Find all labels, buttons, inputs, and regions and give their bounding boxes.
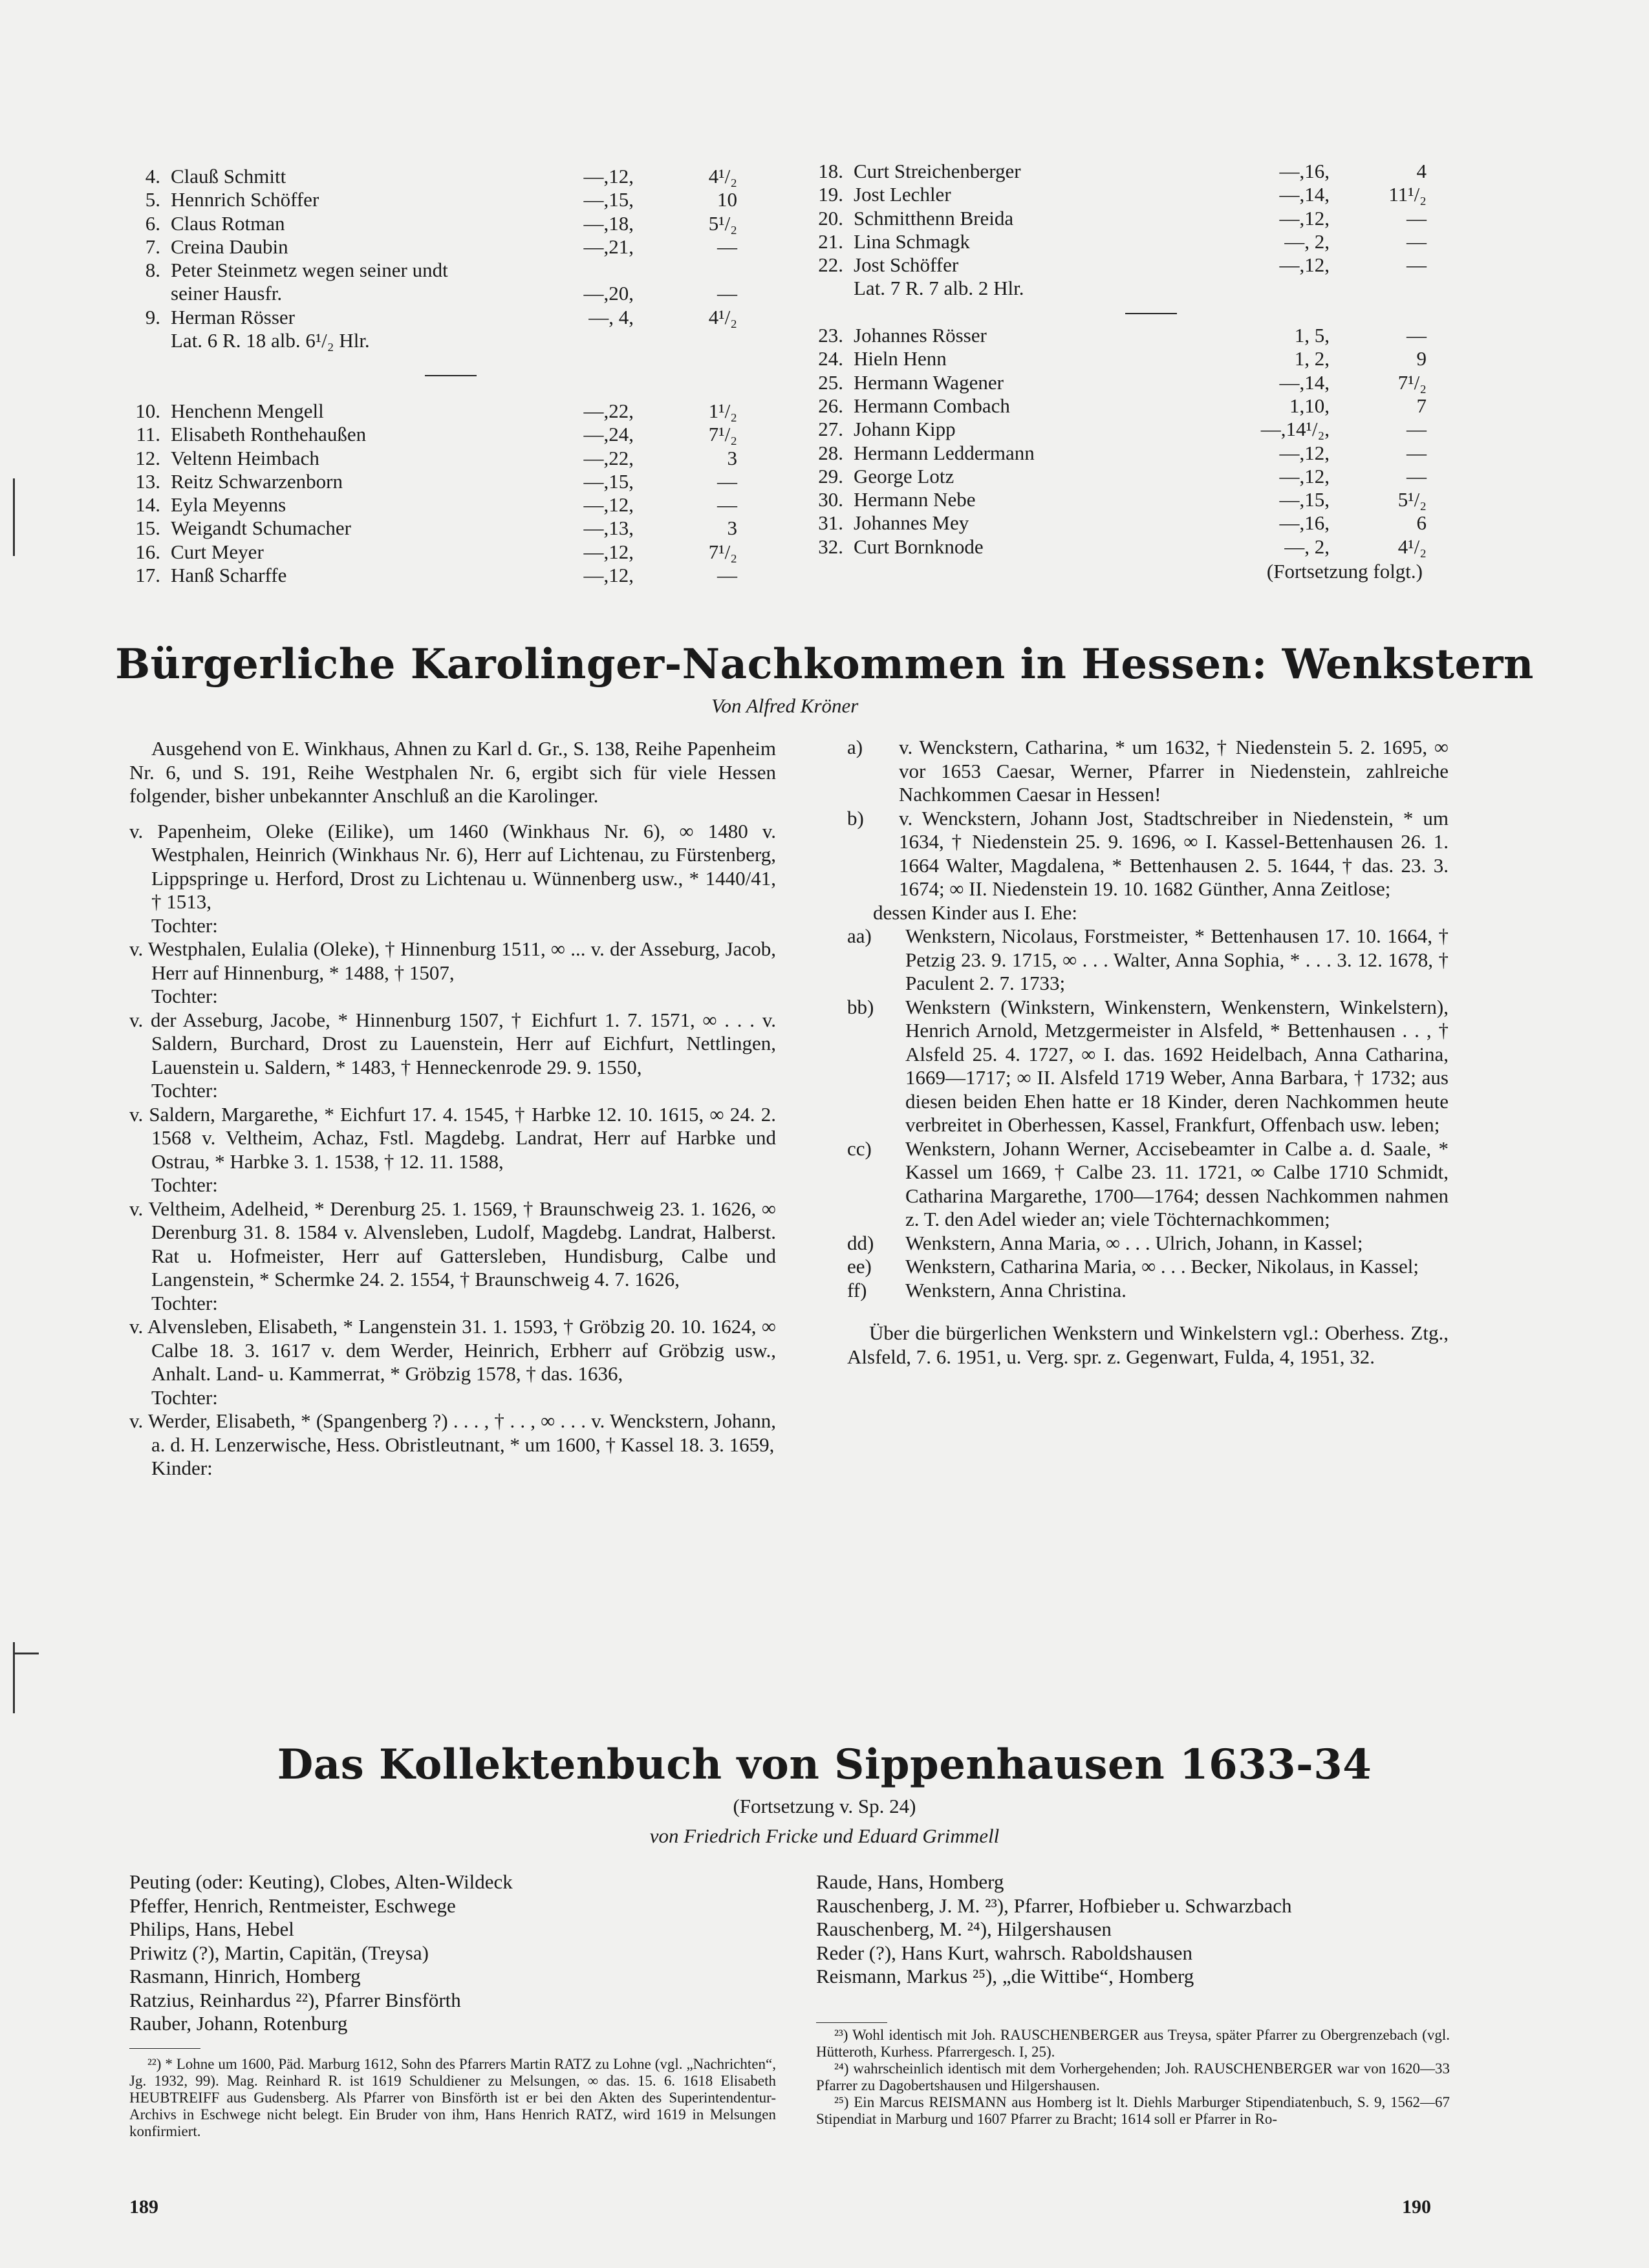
entry-number: 25. <box>818 370 843 394</box>
ledger-row <box>129 306 763 329</box>
entry-name: Curt Meyer <box>171 540 264 563</box>
entry-text: Wenkstern, Anna Maria, ∞ . . . Ulrich, Johann, in Kassel; <box>905 1231 1363 1254</box>
entry-label: bb) <box>847 995 874 1018</box>
ledger-row <box>812 230 1446 253</box>
descent-label: Tochter: <box>151 1291 218 1314</box>
amount-value: 7 <box>1416 394 1427 417</box>
paragraph-gap <box>847 1302 1449 1321</box>
entry-name: Lat. 6 R. 18 alb. 6¹/₂ Hlr. <box>171 329 370 352</box>
entry-name: Curt Bornknode <box>854 535 984 558</box>
ledger-row <box>812 488 1446 511</box>
amount-value: —,12, <box>1279 441 1330 464</box>
genealogy-entry: v. der Asseburg, Jacobe, * Hinnenburg 1507, † Eichfurt 1. 7. 1571, ∞ . . . v. Saldern, Burchard, Drost zu Lauenstein, Herr auf Eichfurt, Nettlingen, Lauenstein u. Saldern, * 1483, † Henneckenrode 29. 9. 1550, <box>129 1008 776 1078</box>
donor-entry: Priwitz (?), Martin, Capitän, (Treysa) <box>129 1941 429 1964</box>
entry-label: ee) <box>847 1255 872 1278</box>
entry-name: Hermann Combach <box>854 394 1010 417</box>
entry-number: 17. <box>135 564 160 587</box>
entry-name: Hermann Leddermann <box>854 441 1035 464</box>
entry-text: v. Wenckstern, Catharina, * um 1632, † Niedenstein 5. 2. 1695, ∞ vor 1653 Caesar, Werner, Pfarrer in Niedenstein, zahlreiche Nachkommen Caesar in Hessen! <box>899 736 1449 806</box>
article2-byline: von Friedrich Fricke und Eduard Grimmell <box>649 1824 1000 1847</box>
descent-label: Tochter: <box>151 1385 218 1409</box>
entry-number: 6. <box>145 211 160 235</box>
article2-continuation: (Fortsetzung v. Sp. 24) <box>733 1795 916 1817</box>
entry-name: Johann Kipp <box>854 418 956 441</box>
entry-number: 29. <box>818 464 843 487</box>
amount-value: —,22, <box>583 399 634 422</box>
donor-entry: Pfeffer, Henrich, Rentmeister, Eschwege <box>129 1894 456 1917</box>
amount-value: 3 <box>727 517 737 540</box>
ledger-row <box>129 259 763 282</box>
scan-mark-1 <box>13 478 15 556</box>
article1-right-column <box>847 736 1449 1369</box>
amount-value: —,12, <box>1279 464 1330 487</box>
scan-mark-3 <box>13 1653 39 1654</box>
entry-number: 12. <box>135 446 160 469</box>
entry-label: a) <box>847 736 863 758</box>
entry-label: dd) <box>847 1231 874 1254</box>
amount-value: —,14, <box>1279 370 1330 394</box>
amount-value: —,14, <box>1279 183 1330 206</box>
article2-right-column <box>816 1870 1450 1989</box>
ledger-row <box>129 329 763 352</box>
entry-name: Lina Schmagk <box>854 230 970 253</box>
amount-value: 10 <box>717 188 737 211</box>
amount-value: 1¹/₂ <box>708 399 737 422</box>
amount-value: — <box>717 564 737 587</box>
entry-name: Veltenn Heimbach <box>171 446 319 469</box>
amount-value: 7¹/₂ <box>1397 370 1427 394</box>
left-list-divider <box>425 375 477 376</box>
amount-value: 1, 5, <box>1294 324 1330 347</box>
entry-number: 19. <box>818 183 843 206</box>
article1-byline: Von Alfred Kröner <box>711 694 859 717</box>
page-number-left: 189 <box>129 2196 158 2218</box>
entry-number: 10. <box>135 399 160 422</box>
amount-value: —,12, <box>583 165 634 187</box>
amount-value: 6 <box>1416 511 1427 535</box>
descent-label: Tochter: <box>151 914 218 937</box>
entry-number: 30. <box>818 488 843 511</box>
entry-name: Claus Rotman <box>171 211 285 235</box>
ledger-row <box>812 160 1446 183</box>
entry-name: Jost Schöffer <box>854 253 959 277</box>
child-entry <box>847 1232 1449 1256</box>
amount-value: 7¹/₂ <box>708 540 737 563</box>
ledger-row <box>812 511 1446 535</box>
entry-text: v. Wenckstern, Johann Jost, Stadtschreiber in Niedenstein, * um 1634, † Niedenstein 25. 9. 1696, ∞ I. Kassel-Bettenhausen 26. 1. 1664 Walter, Magdalena, * Bettenhausen 2. 5. 1644, † das. 23. 3. 1674; ∞ II. Niedenstein 19. 10. 1682 Günther, Anna Zeitlose; <box>899 806 1449 900</box>
amount-value: 1,10, <box>1289 394 1330 417</box>
top-list-right <box>812 160 1446 559</box>
genealogy-entry: v. Alvensleben, Elisabeth, * Langenstein 31. 1. 1593, † Gröbzig 20. 10. 1624, ∞ Calbe 18. 3. 1617 v. dem Werder, Heinrich, Erbherr auf Gröbzig usw., Anhalt. Land- u. Kammerrat, * Gröbzig 1578, † das. 1636, <box>129 1315 776 1385</box>
ledger-row <box>129 517 763 540</box>
genealogy-entry: v. Papenheim, Oleke (Eilike), um 1460 (Winkhaus Nr. 6), ∞ 1480 v. Westphalen, Heinrich (Winkhaus Nr. 6), Herr auf Lichtenau, zu Fürstenberg, Lippspringe u. Herford, Drost zu Lichtenau u. Wünnenberg usw., * 1440/41, † 1513, <box>129 819 776 913</box>
children-heading: dessen Kinder aus I. Ehe: <box>873 901 1077 924</box>
footnote: ²⁵) Ein Marcus REISMANN aus Homberg ist lt. Diehls Marburger Stipendiatenbuch, S. 9, 1562—67 Stipendiat in Marburg und 1607 Pfarrer zu Bracht; 1614 soll er Pfarrer in Ro- <box>816 2094 1450 2127</box>
entry-name: seiner Hausfr. <box>171 282 283 305</box>
ledger-row <box>812 535 1446 559</box>
page-number-right: 190 <box>1402 2196 1431 2218</box>
entry-number: 16. <box>135 540 160 563</box>
ledger-row <box>129 423 763 446</box>
entry-number: 7. <box>145 235 160 258</box>
entry-number: 31. <box>818 511 843 535</box>
entry-name: Reitz Schwarzenborn <box>171 469 343 493</box>
child-entry <box>847 807 1449 901</box>
amount-value: —,14¹/₂, <box>1260 418 1330 441</box>
amount-value: —,20, <box>583 282 634 305</box>
descent-label: Tochter: <box>151 1173 218 1196</box>
donor-entry: Reder (?), Hans Kurt, wahrsch. Raboldshausen <box>816 1941 1192 1964</box>
donor-entry: Peuting (oder: Keuting), Clobes, Alten-Wildeck <box>129 1870 513 1893</box>
amount-value: —,22, <box>583 446 634 469</box>
donor-entry: Ratzius, Reinhardus ²²), Pfarrer Binsförth <box>129 1988 461 2011</box>
entry-text: Wenkstern (Winkstern, Winkenstern, Wenkenstern, Winkelstern), Henrich Arnold, Metzgermeister in Alsfeld, * Bettenhausen . . , † Alsfeld 25. 4. 1727, ∞ I. das. 1692 Heidelbach, Anna Catharina, 1669—1717; ∞ II. Alsfeld 1719 Weber, Anna Barbara, † 1732; aus diesen beiden Ehen hatte er 18 Kinder, deren Nachkommen heute verbreitet in Oberhessen, Kassel, Frankfurt, Offenbach usw. leben; <box>905 995 1449 1136</box>
ledger-row <box>812 371 1446 394</box>
donor-entry: Rasmann, Hinrich, Homberg <box>129 1965 361 1987</box>
amount-value: 5¹/₂ <box>1397 488 1427 511</box>
amount-value: —,21, <box>583 235 634 258</box>
footnote: ²³) Wohl identisch mit Joh. RAUSCHENBERGER aus Treysa, später Pfarrer zu Obergrenzebach (vgl. Hütteroth, Kurhess. Pfarrergesch. I, 25). <box>816 2027 1450 2060</box>
ledger-row <box>812 183 1446 206</box>
footnotes-right <box>816 2027 1450 2128</box>
entry-label: ff) <box>847 1278 867 1301</box>
donor-entry: Rauber, Johann, Rotenburg <box>129 2012 348 2035</box>
amount-value: — <box>1406 230 1427 253</box>
entry-number: 23. <box>818 324 843 347</box>
ledger-row <box>129 235 763 259</box>
right-list-divider <box>1125 313 1177 314</box>
entry-number: 28. <box>818 441 843 464</box>
entry-name: Peter Steinmetz wegen seiner undt <box>171 259 448 282</box>
entry-name: George Lotz <box>854 464 954 487</box>
entry-number: 26. <box>818 394 843 417</box>
ledger-row <box>129 165 763 188</box>
entry-name: Johannes Rösser <box>854 324 987 347</box>
continued-note: (Fortsetzung folgt.) <box>1266 560 1423 583</box>
ledger-row <box>129 212 763 235</box>
amount-value: — <box>717 235 737 258</box>
entry-name: Hennrich Schöffer <box>171 188 319 211</box>
amount-value: —,12, <box>583 540 634 563</box>
genealogy-entry: v. Veltheim, Adelheid, * Derenburg 25. 1. 1569, † Braunschweig 23. 1. 1626, ∞ Derenburg 31. 8. 1584 v. Alvensleben, Ludolf, Magdebg. Landrat, Halberst. Rat u. Hofmeister, Herr auf Gattersleben, Hundisburg, Calbe und Langenstein, * Schermke 24. 2. 1554, † Braunschweig 4. 7. 1626, <box>129 1197 776 1290</box>
amount-value: — <box>717 282 737 305</box>
ledger-row <box>129 352 763 376</box>
entry-text: Wenkstern, Johann Werner, Accisebeamter in Calbe a. d. Saale, * Kassel um 1669, † Calbe 23. 11. 1721, ∞ Calbe 1710 Schmidt, Catharina Margarethe, 1700—1764; dessen Nachkommen nahmen z. T. den Adel wieder an; viele Töchternachkommen; <box>905 1137 1449 1230</box>
amount-value: —,16, <box>1279 160 1330 182</box>
amount-value: —,12, <box>583 564 634 587</box>
amount-value: 11¹/₂ <box>1388 183 1427 206</box>
entry-number: 18. <box>818 160 843 182</box>
entry-name: Curt Streichenberger <box>854 160 1021 182</box>
entry-name: Henchenn Mengell <box>171 399 324 422</box>
ledger-row <box>812 394 1446 418</box>
entry-number: 4. <box>145 165 160 187</box>
footnote: ²⁴) wahrscheinlich identisch mit dem Vorhergehenden; Joh. RAUSCHENBERGER war von 1620—33 Pfarrer zu Dagobertshausen und Hilgershausen. <box>816 2060 1450 2093</box>
footnote-divider-right <box>816 2022 887 2023</box>
entry-number: 24. <box>818 347 843 370</box>
amount-value: —,15, <box>1279 488 1330 511</box>
entry-number: 8. <box>145 259 160 282</box>
amount-value: —,12, <box>1279 206 1330 230</box>
ledger-row <box>812 301 1446 324</box>
amount-value: —,16, <box>1279 511 1330 535</box>
amount-value: —,15, <box>583 469 634 493</box>
genealogy-entry: Ausgehend von E. Winkhaus, Ahnen zu Karl d. Gr., S. 138, Reihe Papenheim Nr. 6, und S. 191, Reihe Westphalen Nr. 6, ergibt sich für viele Hessen folgender, bisher unbekannter Anschluß an die Karolinger. <box>129 737 776 807</box>
footnote: ²²) * Lohne um 1600, Päd. Marburg 1612, Sohn des Pfarrers Martin RATZ zu Lohne (vgl. „Nachrichten“, Jg. 1932, 99). Mag. Reinhard R. ist 1619 Schuldiener zu Melsungen, ∞ das. 15. 6. 1618 Elisabeth HEUBTREIFF aus Gudensberg. Als Pfarrer von Binsförth ist er bei den Akten des Superintendentur-Archivs in Eschwege nicht belegt. Ein Bruder von ihm, Hans Henrich RATZ, wird 1619 in Melsungen konfirmiert. <box>129 2056 776 2139</box>
amount-value: —, 4, <box>588 305 634 328</box>
amount-value: — <box>1406 324 1427 347</box>
article2-title: Das Kollektenbuch von Sippenhausen 1633-34 <box>277 1740 1372 1789</box>
genealogy-entry: v. Werder, Elisabeth, * (Spangenberg ?) . . . , † . . , ∞ . . . v. Wenckstern, Johann, a. d. H. Lenzerwische, Hess. Obristleutnant, * um 1600, † Kassel 18. 3. 1659, <box>129 1409 776 1456</box>
amount-value: 4¹/₂ <box>708 305 737 328</box>
ledger-row <box>812 418 1446 441</box>
ledger-row <box>812 465 1446 488</box>
amount-value: —,12, <box>1279 253 1330 277</box>
amount-value: — <box>717 493 737 517</box>
ledger-row <box>129 400 763 423</box>
entry-name: Hermann Wagener <box>854 370 1004 394</box>
entry-label: b) <box>847 806 864 829</box>
entry-number: 15. <box>135 517 160 540</box>
entry-number: 22. <box>818 253 843 277</box>
child-entry <box>847 996 1449 1137</box>
ledger-row <box>129 540 763 564</box>
entry-number: 32. <box>818 535 843 558</box>
ledger-row <box>129 282 763 305</box>
donor-entry: Philips, Hans, Hebel <box>129 1918 294 1940</box>
amount-value: 7¹/₂ <box>708 423 737 446</box>
ledger-row <box>812 442 1446 465</box>
article1-left-column <box>129 737 776 1481</box>
amount-value: —,15, <box>583 188 634 211</box>
ledger-row <box>129 188 763 211</box>
donor-entry: Rauschenberg, J. M. ²³), Pfarrer, Hofbieber u. Schwarzbach <box>816 1894 1292 1917</box>
entry-number: 27. <box>818 418 843 441</box>
amount-value: —, 2, <box>1284 230 1330 253</box>
amount-value: 4 <box>1416 160 1427 182</box>
amount-value: —,24, <box>583 423 634 446</box>
entry-number: 20. <box>818 206 843 230</box>
donor-entry: Reismann, Markus ²⁵), „die Wittibe“, Homberg <box>816 1965 1194 1987</box>
entry-name: Hermann Nebe <box>854 488 976 511</box>
ledger-row <box>812 277 1446 300</box>
entry-number: 13. <box>135 469 160 493</box>
amount-value: 3 <box>727 446 737 469</box>
entry-number: 11. <box>136 423 160 446</box>
entry-number: 14. <box>135 493 160 517</box>
amount-value: — <box>717 469 737 493</box>
descent-label: Tochter: <box>151 1079 218 1102</box>
genealogy-entry: v. Saldern, Margarethe, * Eichfurt 17. 4. 1545, † Harbke 12. 10. 1615, ∞ 24. 2. 1568 v. Veltheim, Achaz, Fstl. Magdebg. Landrat, Herr auf Harbke und Ostrau, * Harbke 3. 1. 1538, † 12. 11. 1588, <box>129 1102 776 1173</box>
child-entry <box>847 1137 1449 1232</box>
amount-value: — <box>1406 464 1427 487</box>
descent-label: Kinder: <box>151 1457 213 1479</box>
entry-name: Hanß Scharffe <box>171 564 287 587</box>
ledger-row <box>129 447 763 470</box>
child-entry <box>847 1279 1449 1303</box>
entry-label: aa) <box>847 925 872 947</box>
entry-name: Creina Daubin <box>171 235 288 258</box>
entry-name: Lat. 7 R. 7 alb. 2 Hlr. <box>854 277 1024 300</box>
entry-text: Wenkstern, Catharina Maria, ∞ . . . Becker, Nikolaus, in Kassel; <box>905 1255 1419 1278</box>
ledger-row <box>812 207 1446 230</box>
entry-number: 21. <box>818 230 843 253</box>
amount-value: 1, 2, <box>1294 347 1330 370</box>
amount-value: —,13, <box>583 517 634 540</box>
article2-left-column <box>129 1870 776 2036</box>
entry-number: 5. <box>145 188 160 211</box>
amount-value: — <box>1406 418 1427 441</box>
ledger-row <box>129 470 763 493</box>
amount-value: 4¹/₂ <box>708 165 737 187</box>
amount-value: —,12, <box>583 493 634 517</box>
entry-name: Schmitthenn Breida <box>854 206 1014 230</box>
child-entry <box>847 736 1449 807</box>
entry-text: Wenkstern, Nicolaus, Forstmeister, * Bettenhausen 17. 10. 1664, † Petzig 23. 9. 1715, ∞ . . . Walter, Anna Sophia, * . . . 3. 12. 1678, † Paculent 2. 7. 1733; <box>905 925 1449 994</box>
paragraph-gap <box>129 808 776 820</box>
amount-value: 4¹/₂ <box>1397 535 1427 558</box>
descent-label: Tochter: <box>151 985 218 1007</box>
amount-value: — <box>1406 253 1427 277</box>
entry-label: cc) <box>847 1137 872 1160</box>
ledger-row <box>812 347 1446 370</box>
donor-entry: Rauschenberg, M. ²⁴), Hilgershausen <box>816 1918 1112 1940</box>
ledger-row <box>129 376 763 400</box>
reference-paragraph: Über die bürgerlichen Wenkstern und Winkelstern vgl.: Oberhess. Ztg., Alsfeld, 7. 6. 1951, u. Verg. spr. z. Gegenwart, Fulda, 4, 1951, 32. <box>847 1321 1449 1368</box>
amount-value: —,18, <box>583 211 634 235</box>
child-entry <box>847 1255 1449 1279</box>
footnotes-left <box>129 2056 776 2140</box>
entry-name: Eyla Meyenns <box>171 493 286 517</box>
child-entry <box>847 925 1449 996</box>
footnote-divider-left <box>129 2048 200 2049</box>
ledger-row <box>812 253 1446 277</box>
article1-title: Bürgerliche Karolinger-Nachkommen in Hessen: Wenkstern <box>115 640 1534 689</box>
amount-value: —, 2, <box>1284 535 1330 558</box>
entry-name: Weigandt Schumacher <box>171 517 351 540</box>
ledger-row <box>129 564 763 587</box>
amount-value: 5¹/₂ <box>708 211 737 235</box>
ledger-row <box>812 324 1446 347</box>
amount-value: — <box>1406 206 1427 230</box>
entry-name: Hieln Henn <box>854 347 947 370</box>
entry-text: Wenkstern, Anna Christina. <box>905 1278 1126 1301</box>
entry-name: Herman Rösser <box>171 305 295 328</box>
entry-number: 9. <box>145 305 160 328</box>
donor-entry: Raude, Hans, Homberg <box>816 1870 1004 1893</box>
amount-value: — <box>1406 441 1427 464</box>
ledger-row <box>129 493 763 517</box>
genealogy-entry: v. Westphalen, Eulalia (Oleke), † Hinnenburg 1511, ∞ ... v. der Asseburg, Jacob, Herr auf Hinnenburg, * 1488, † 1507, <box>129 937 776 984</box>
entry-name: Johannes Mey <box>854 511 969 535</box>
amount-value: 9 <box>1416 347 1427 370</box>
entry-name: Clauß Schmitt <box>171 165 286 187</box>
entry-name: Elisabeth Ronthehaußen <box>171 423 367 446</box>
entry-name: Jost Lechler <box>854 183 951 206</box>
